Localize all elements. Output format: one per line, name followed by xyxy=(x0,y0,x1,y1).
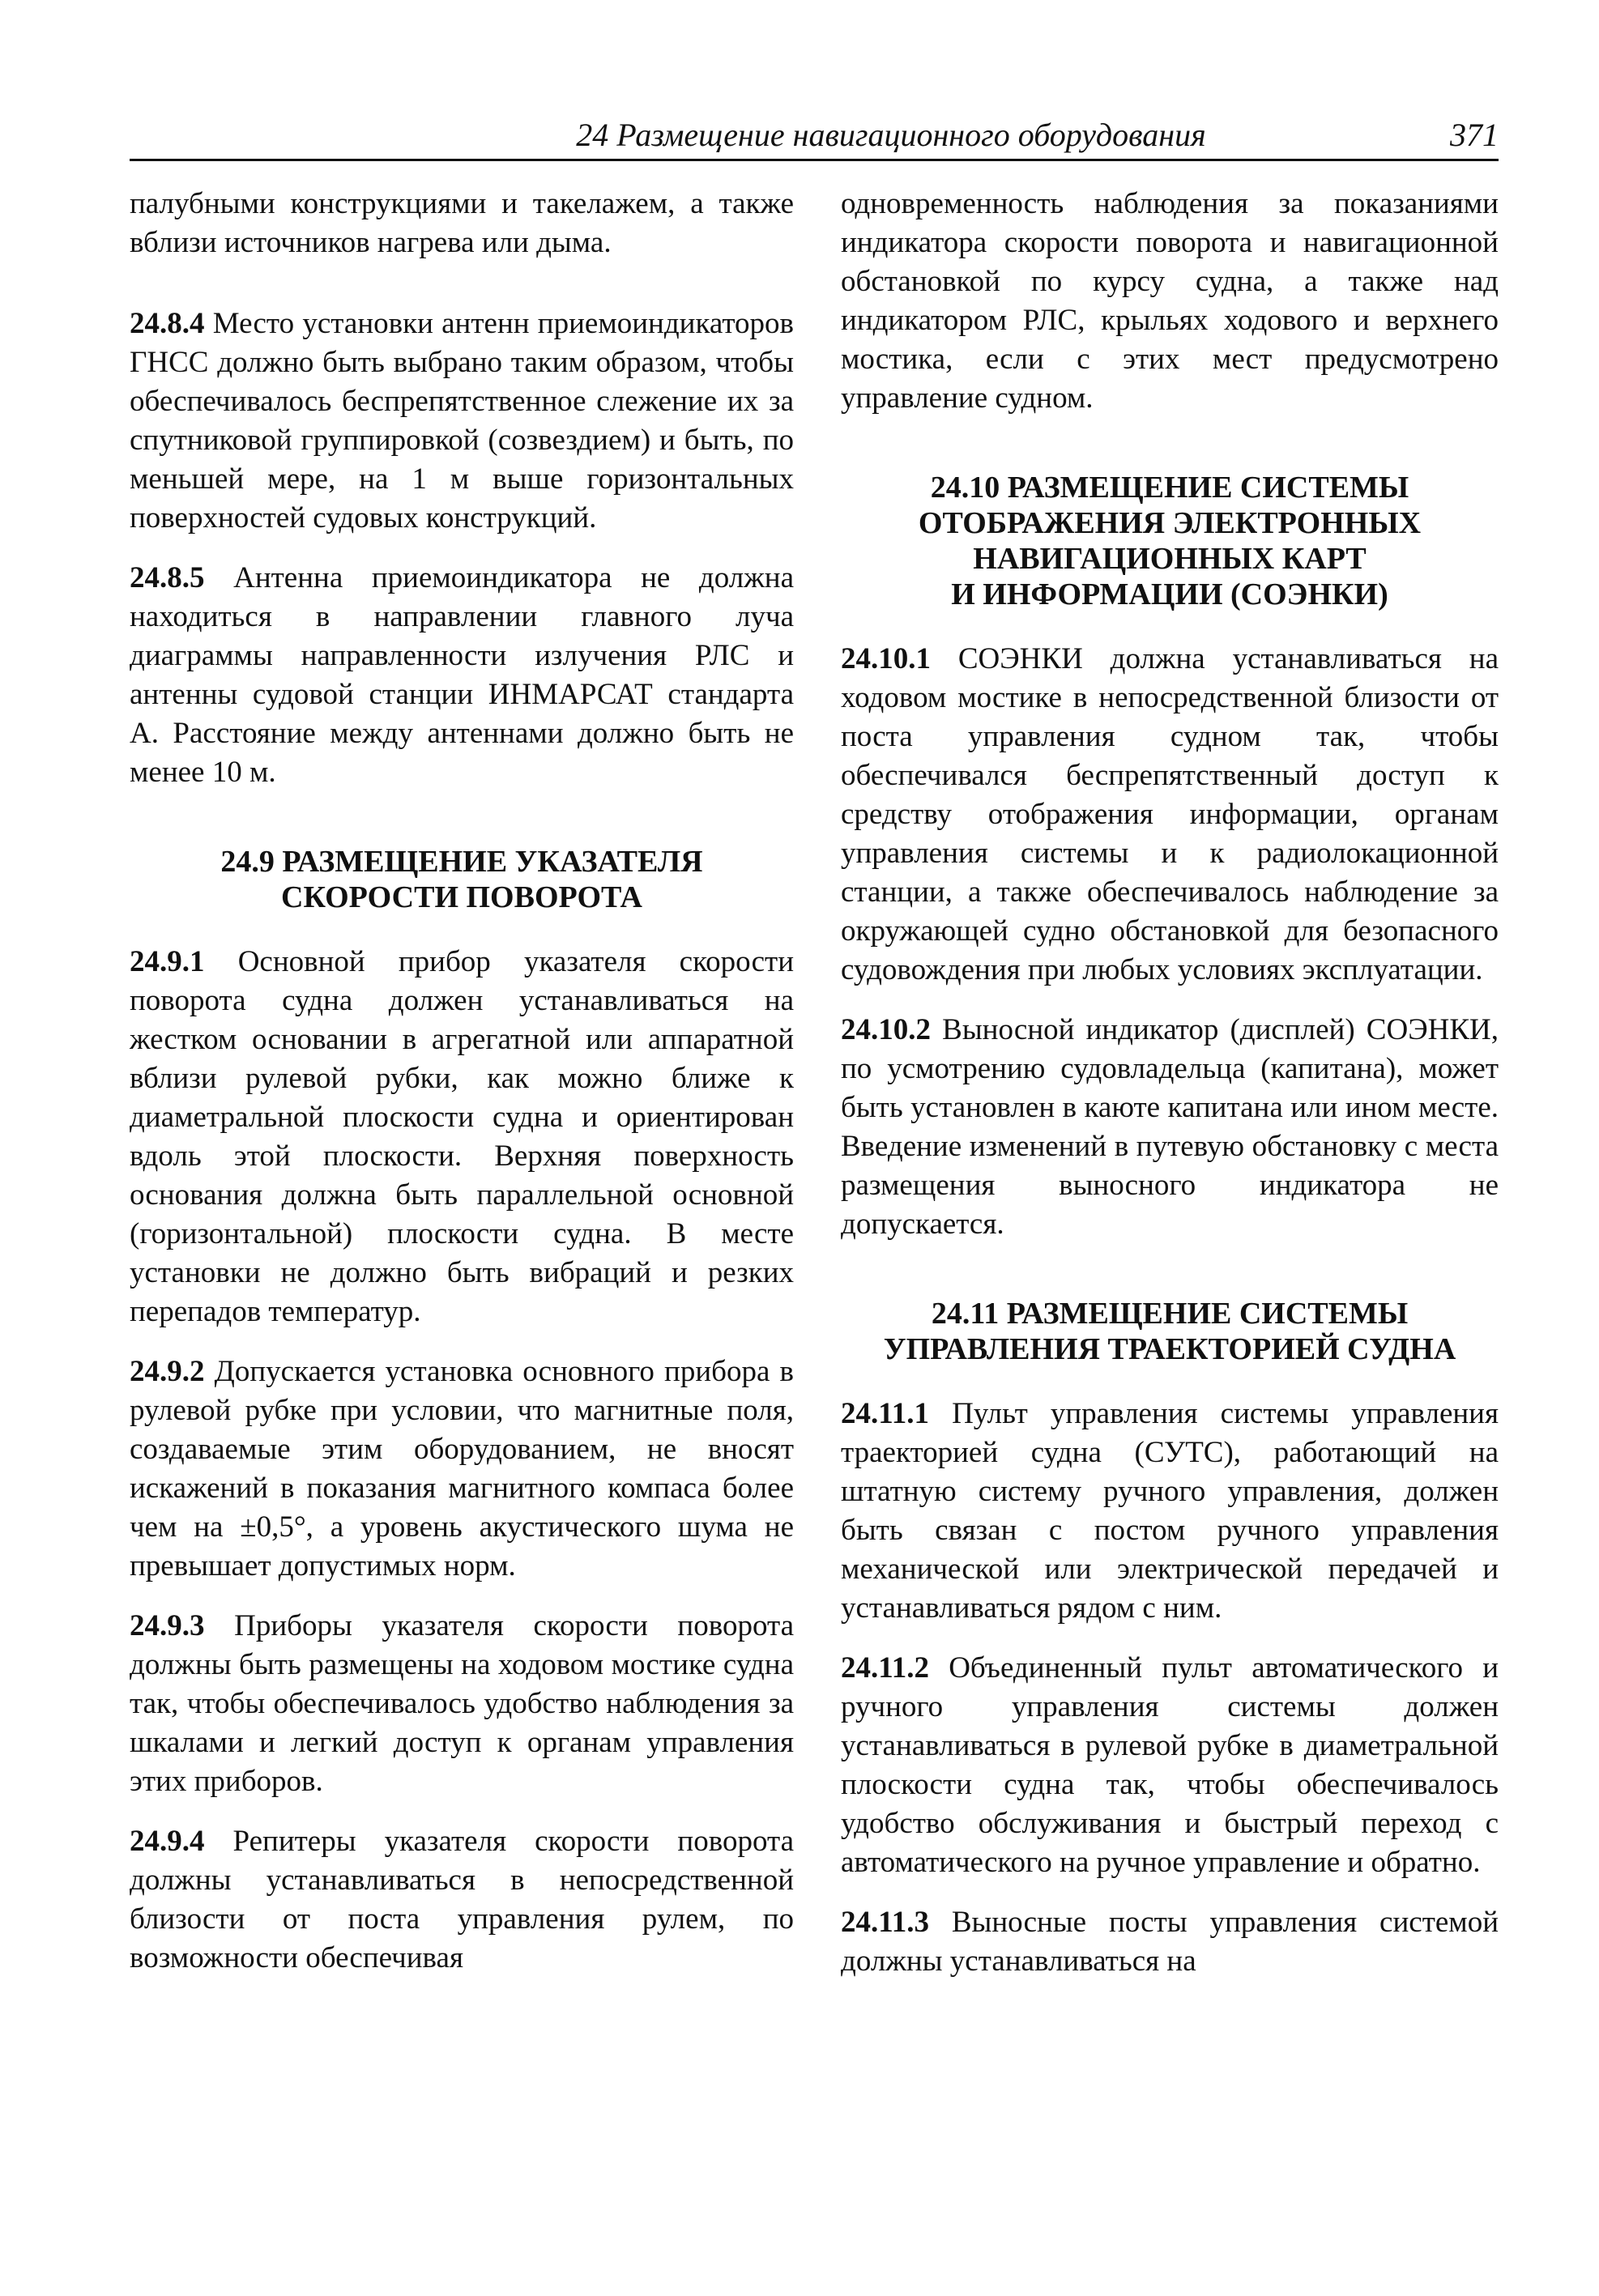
clause-number: 24.9.2 xyxy=(130,1355,205,1388)
paragraph-24-8-5 xyxy=(130,559,794,792)
paragraph-text: Антенна приемоиндикатора не должна находиться в направлении главного луча диаграммы направленности излучения РЛС и антенны судовой станции ИНМАРСАТ стандарта А. Расстояние между антеннами должно быть не менее 10 м. xyxy=(130,561,795,789)
clause-number: 24.9.3 xyxy=(130,1609,205,1642)
paragraph-text: Объединенный пульт автоматического и ручного управления системы должен устанавливаться в рулевой рубке в диаметральной плоскости судна так, чтобы обеспечивалось удобство обслуживания и быстрый переход с автоматического на ручное управление и обратно. xyxy=(841,1651,1499,1879)
paragraph-24-10-2 xyxy=(841,1011,1499,1244)
paragraph-24-9-4 xyxy=(130,1822,794,1978)
paragraph-text: Допускается установка основного прибора в рулевой рубке при условии, что магнитные поля, создаваемые этим оборудованием, не вносят искажений в показания магнитного компаса более чем на ±0,5°, а уровень акустического шума не превышает допустимых норм. xyxy=(130,1355,795,1582)
running-header xyxy=(130,112,1499,161)
section-heading-24-10 xyxy=(841,470,1499,612)
paragraph-24-8-4 xyxy=(130,305,794,538)
paragraph-text: палубными конструкциями и такелажем, а также вблизи источников нагрева или дыма. xyxy=(130,187,794,259)
paragraph-text: СОЭНКИ должна устанавливаться на ходовом мостике в непосредственной близости от поста управления судном так, чтобы обеспечивался беспрепятственный доступ к средству отображения информации, органам управления системы и к радиолокационной станции, а также обеспечивалось наблюдение за окружающей судно обстановкой для безопасного судовождения при любых условиях эксплуатации. xyxy=(841,642,1499,986)
paragraph-24-9-3 xyxy=(130,1607,794,1801)
section-heading-24-11 xyxy=(841,1296,1499,1367)
clause-number: 24.8.4 xyxy=(130,307,205,340)
heading-line: 24.9 РАЗМЕЩЕНИЕ УКАЗАТЕЛЯ xyxy=(220,845,703,879)
clause-number: 24.11.3 xyxy=(841,1906,929,1939)
heading-line: 24.11 РАЗМЕЩЕНИЕ СИСТЕМЫ xyxy=(931,1297,1409,1331)
paragraph-text: Место установки антенн приемоиндикаторов ГНСС должно быть выбрано таким образом, чтобы обеспечивалось беспрепятственное слежение их за спутниковой группировкой (созвездием) и быть, по меньшей мере, на 1 м выше горизонтальных поверхностей судовых конструкций. xyxy=(130,307,794,535)
paragraph-24-10-1 xyxy=(841,640,1499,990)
clause-number: 24.10.1 xyxy=(841,642,931,675)
paragraph-24-11-3 xyxy=(841,1903,1499,1981)
paragraph-text: Выносной индикатор (дисплей) СОЭНКИ, по усмотрению судовладельца (капитана), может быть установлен в каюте капитана или ином месте. Введение изменений в путевую обстановку с места размещения выносного индикатора не допускается. xyxy=(841,1013,1499,1241)
heading-line: ОТОБРАЖЕНИЯ ЭЛЕКТРОННЫХ xyxy=(918,506,1422,540)
paragraph-continuation xyxy=(841,185,1499,418)
running-title: 24 Размещение навигационного оборудования xyxy=(576,117,1206,153)
paragraph-24-11-1 xyxy=(841,1395,1499,1628)
paragraph-24-11-2 xyxy=(841,1649,1499,1882)
paragraph-24-9-1 xyxy=(130,943,794,1331)
clause-number: 24.8.5 xyxy=(130,561,205,594)
paragraph-text: Пульт управления системы управления траекторией судна (СУТС), работающий на штатную систему ручного управления, должен быть связан с постом ручного управления механической или электрической передачей и устанавливаться рядом с ним. xyxy=(841,1397,1499,1625)
paragraph-24-9-2 xyxy=(130,1352,794,1586)
paragraph-text: Основной прибор указателя скорости поворота судна должен устанавливаться на жестком основании в агрегатной или аппаратной вблизи рулевой рубки, как можно ближе к диаметральной плоскости судна и ориентирован вдоль этой плоскости. Верхняя поверхность основания должна быть параллельной основной (горизонтальной) плоскости судна. В месте установки не должно быть вибраций и резких перепадов температур. xyxy=(130,945,794,1328)
clause-number: 24.11.1 xyxy=(841,1397,929,1430)
section-heading-24-9 xyxy=(130,844,794,915)
heading-line: И ИНФОРМАЦИИ (СОЭНКИ) xyxy=(951,577,1388,611)
heading-line: УПРАВЛЕНИЯ ТРАЕКТОРИЕЙ СУДНА xyxy=(883,1332,1456,1366)
paragraph-continuation xyxy=(130,185,794,262)
page-number: 371 xyxy=(1450,117,1499,153)
paragraph-text: одновременность наблюдения за показаниями индикатора скорости поворота и навигационной обстановкой по курсу судна, а также над индикатором РЛС, крыльях ходового и верхнего мостика, если с этих мест предусмотрено управление судном. xyxy=(841,187,1499,415)
heading-line: 24.10 РАЗМЕЩЕНИЕ СИСТЕМЫ xyxy=(930,471,1409,505)
clause-number: 24.9.1 xyxy=(130,945,205,978)
heading-line: СКОРОСТИ ПОВОРОТА xyxy=(281,880,642,914)
paragraph-text: Репитеры указателя скорости поворота должны устанавливаться в непосредственной близости от поста управления рулем, по возможности обеспечивая xyxy=(130,1825,795,1974)
right-column xyxy=(841,185,1499,2002)
heading-line: НАВИГАЦИОННЫХ КАРТ xyxy=(973,542,1367,576)
paragraph-text: Выносные посты управления системой должны устанавливаться на xyxy=(841,1906,1499,1978)
clause-number: 24.10.2 xyxy=(841,1013,931,1046)
left-column xyxy=(130,185,794,1999)
clause-number: 24.9.4 xyxy=(130,1825,205,1858)
paragraph-text: Приборы указателя скорости поворота должны быть размещены на ходовом мостике судна так, чтобы обеспечивалось удобство наблюдения за шкалами и легкий доступ к органам управления этих приборов. xyxy=(130,1609,795,1798)
clause-number: 24.11.2 xyxy=(841,1651,929,1685)
